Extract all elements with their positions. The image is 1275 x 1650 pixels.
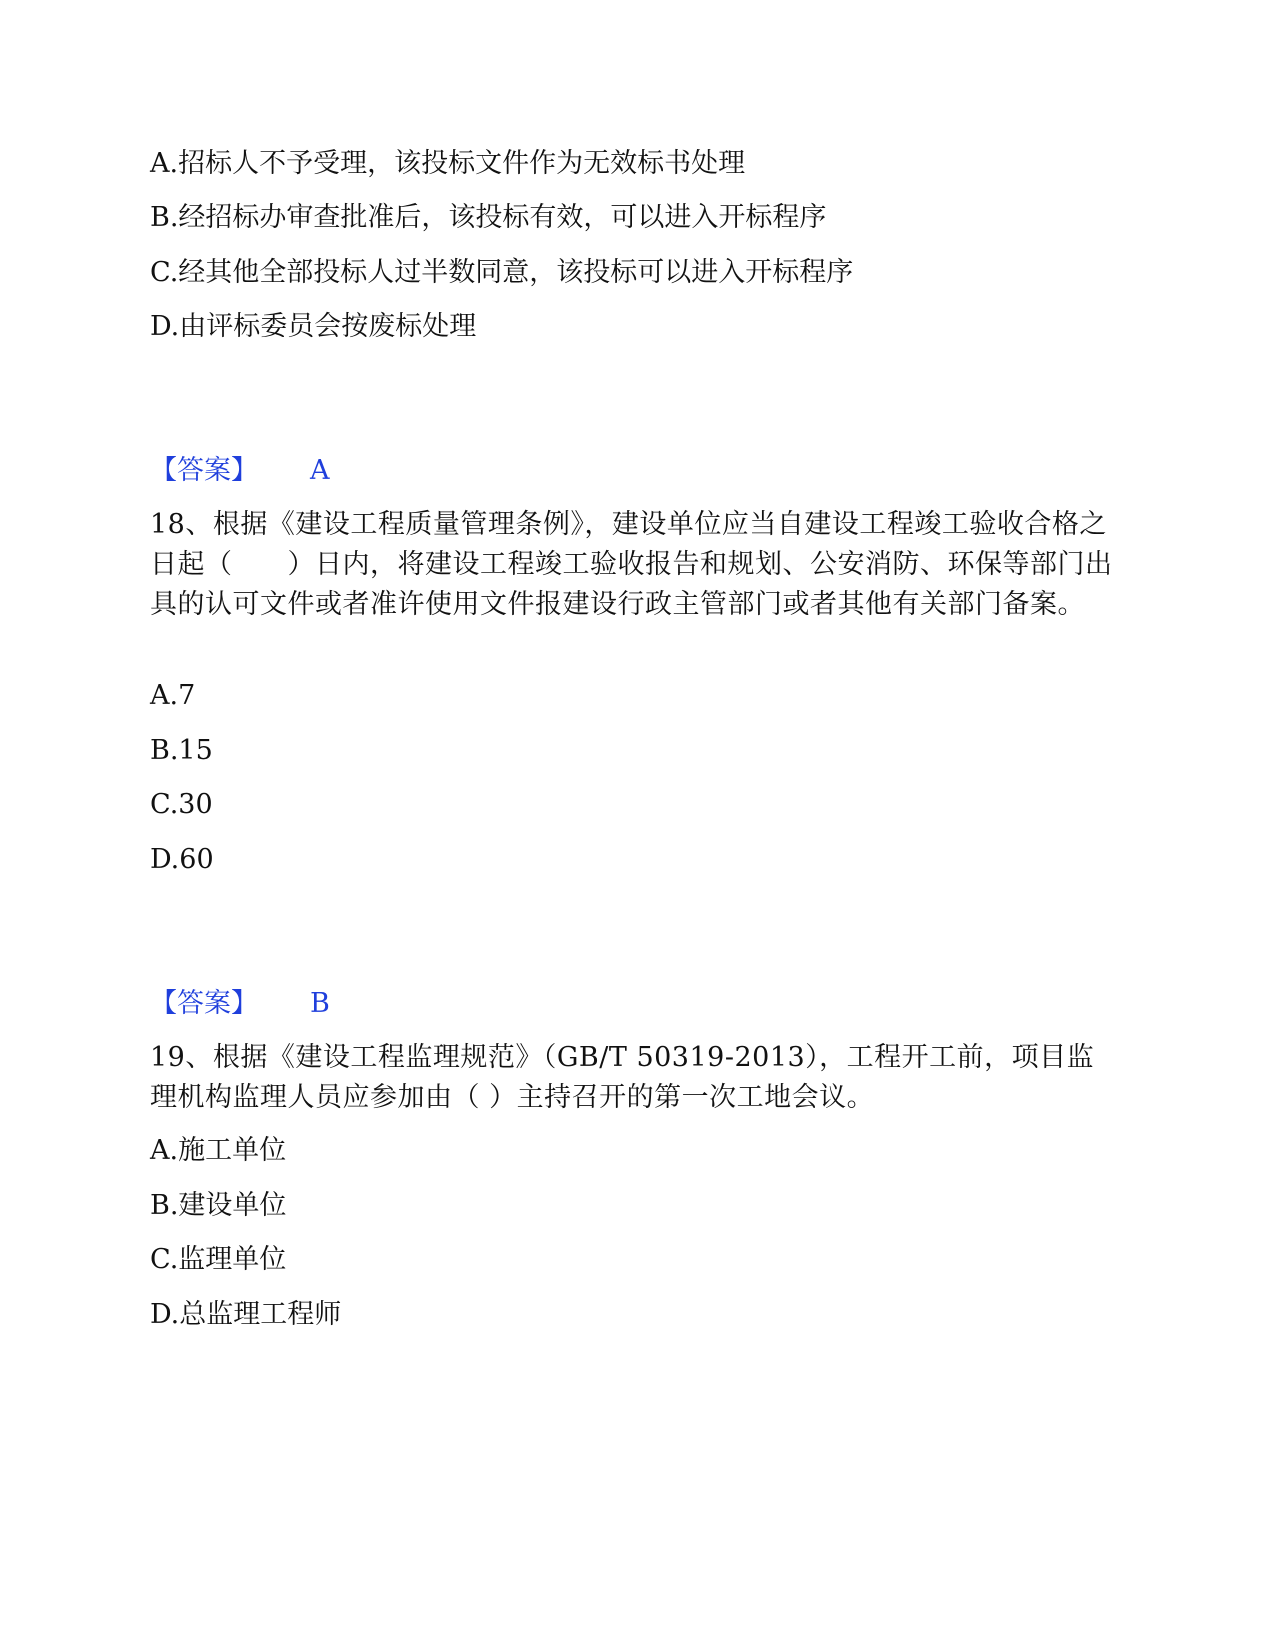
q18-option-c: C.30	[150, 789, 213, 820]
q17-answer-label: 【答案】	[150, 455, 258, 486]
q17-answer	[150, 451, 330, 491]
q17-option-b: B.经招标办审查批准后，该投标有效，可以进入开标程序	[150, 202, 827, 233]
q18-option-d: D.60	[150, 844, 214, 875]
q19-stem: 19、根据《建设工程监理规范》（GB/T 50319-2013），工程开工前，项目监理机构监理人员应参加由（ ）主持召开的第一次工地会议。	[150, 1042, 1095, 1113]
q19-option-d: D.总监理工程师	[150, 1299, 342, 1330]
q17-option-d: D.由评标委员会按废标处理	[150, 311, 477, 342]
q19-option-b: B.建设单位	[150, 1190, 287, 1221]
q18-answer	[150, 984, 330, 1024]
q19-option-c: C.监理单位	[150, 1244, 287, 1275]
q18-answer-label: 【答案】	[150, 988, 258, 1019]
q18-option-a: A.7	[150, 680, 196, 711]
q17-answer-value: A	[310, 455, 330, 486]
q17-option-a: A.招标人不予受理，该投标文件作为无效标书处理	[150, 148, 746, 179]
q18-option-b: B.15	[150, 735, 213, 766]
q18-answer-value: B	[310, 988, 330, 1019]
q18-stem: 18、根据《建设工程质量管理条例》，建设单位应当自建设工程竣工验收合格之日起（ ）日内，将建设工程竣工验收报告和规划、公安消防、环保等部门出具的认可文件或者准许使用文件报建设行政主管部门或者其他有关部门备案。	[150, 509, 1113, 620]
q17-option-c: C.经其他全部投标人过半数同意，该投标可以进入开标程序	[150, 257, 854, 288]
q19-option-a: A.施工单位	[150, 1135, 287, 1166]
